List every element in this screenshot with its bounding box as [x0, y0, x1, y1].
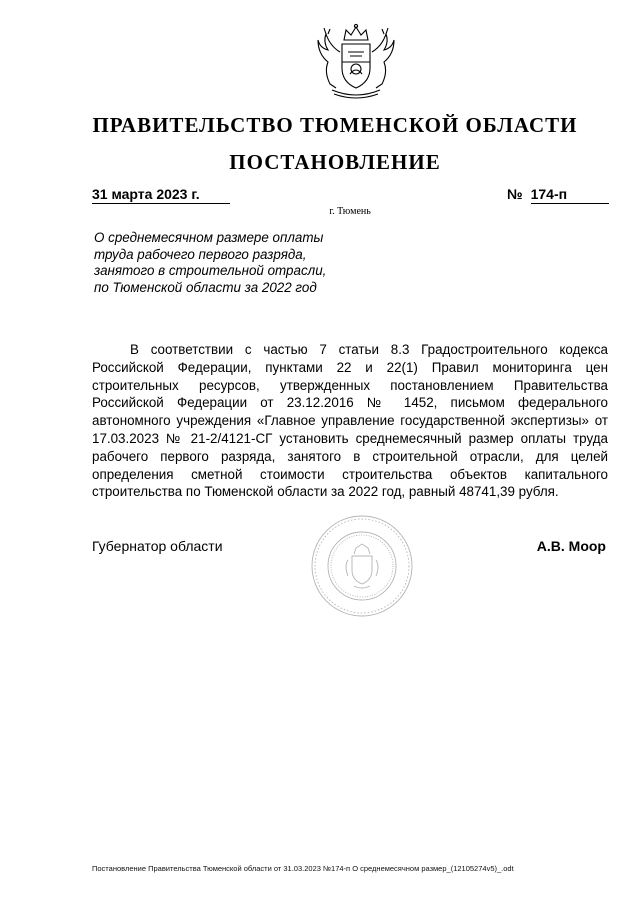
document-subject: О среднемесячном размере оплаты труда рабочего первого разряда, занятого в строительной отрасли, по Тюменской области за 2022 год — [94, 230, 327, 295]
signer-name: А.В. Моор — [536, 538, 606, 554]
signer-position: Губернатор области — [92, 538, 223, 554]
document-type-title: ПОСТАНОВЛЕНИЕ — [229, 150, 441, 174]
footer-file-reference: Постановление Правительства Тюменской области от 31.03.2023 №174-п О среднемесячном размер_(12105274v5)_.odt — [92, 864, 514, 873]
document-number — [507, 186, 609, 204]
coat-of-arms-icon — [306, 22, 406, 102]
number-value: 174-п — [531, 186, 609, 204]
organization-title: ПРАВИТЕЛЬСТВО ТЮМЕНСКОЙ ОБЛАСТИ — [92, 113, 578, 137]
document-date: 31 марта 2023 г. — [92, 186, 230, 204]
city-label: г. Тюмень — [329, 206, 371, 217]
document-body: В соответствии с частью 7 статьи 8.3 Градостроительного кодекса Российской Федерации, пунктами 22 и 22(1) Правил мониторинга цен строительных ресурсов, утвержденных постановлением Правительства Российской Федерации от 23.12.2016 № 1452, письмом федерального автономного учреждения «Главное управление государственной экспертизы» от 17.03.2023 № 21-2/4121-СГ установить среднемесячный размер оплаты труда рабочего первого разряда, занятого в строительной отрасли, для целей определения сметной стоимости строительства объектов капитального строительства по Тюменской области за 2022 год, равный 48741,39 рубля. — [92, 342, 608, 500]
official-seal-icon — [310, 514, 414, 618]
number-sign: № — [507, 186, 523, 202]
